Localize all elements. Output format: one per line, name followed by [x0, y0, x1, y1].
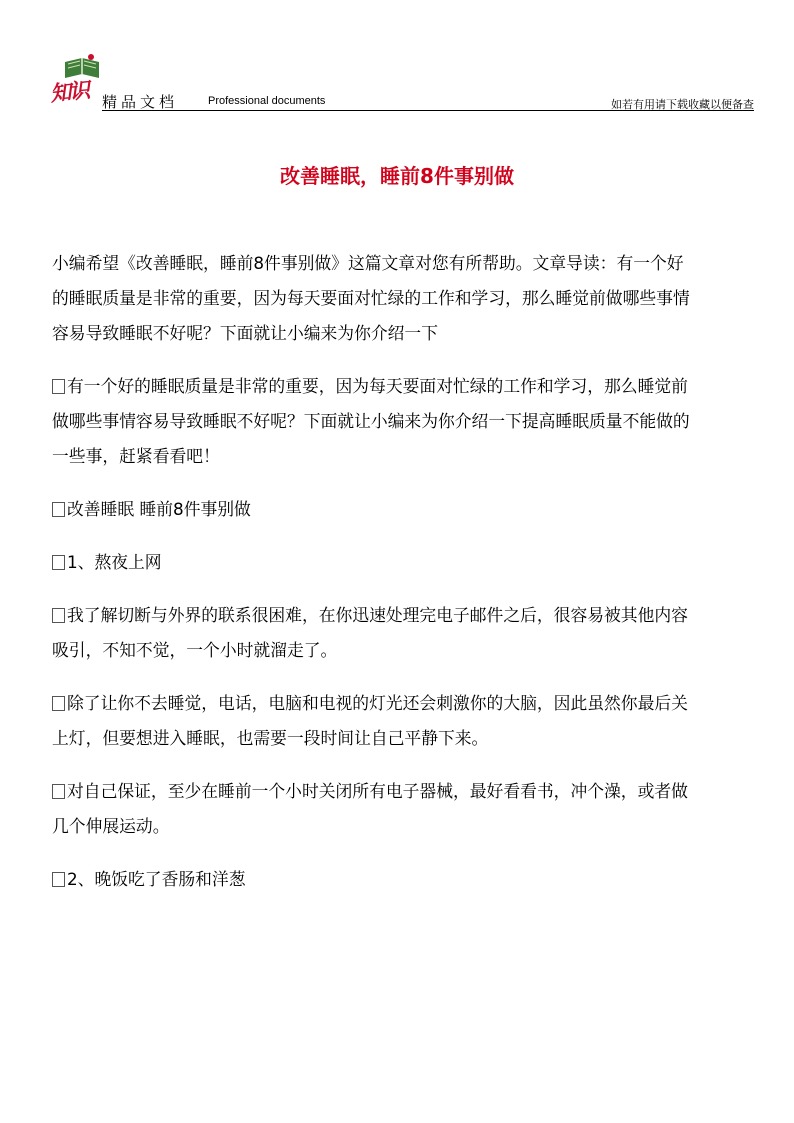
paragraph-line [52, 598, 767, 633]
page-header [50, 50, 754, 112]
paragraph-line [52, 281, 767, 316]
paragraph-gap [52, 351, 767, 369]
paragraph-gap [52, 756, 767, 774]
line-text: 2、晚饭吃了香肠和洋葱 [67, 869, 246, 889]
line-text: 一些事，赶紧看看吧！ [52, 446, 220, 466]
paragraph [52, 862, 767, 897]
logo-script: 知识 [48, 77, 90, 106]
paragraph [52, 246, 767, 351]
paragraph-gap [52, 668, 767, 686]
brand-title: 精品文档 [102, 93, 179, 111]
line-text: 除了让你不去睡觉，电话，电脑和电视的灯光还会刺激你的大脑，因此虽然你最后关 [67, 693, 688, 713]
line-text: 做哪些事情容易导致睡眠不好呢？下面就让小编来为你介绍一下提高睡眠质量不能做的 [52, 411, 690, 431]
paragraph-line [52, 369, 767, 404]
line-text: 吸引，不知不觉，一个小时就溜走了。 [52, 640, 338, 660]
line-text: 改善睡眠 睡前8件事别做 [67, 499, 251, 519]
line-text: 几个伸展运动。 [52, 816, 170, 836]
paragraph-line [52, 545, 767, 580]
paragraph-line [52, 246, 767, 281]
logo [48, 50, 106, 106]
line-text: 上灯，但要想进入睡眠，也需要一段时间让自己平静下来。 [52, 728, 489, 748]
paragraph-line [52, 809, 767, 844]
paragraph [52, 598, 767, 668]
paragraph-line [52, 862, 767, 897]
paragraph-line [52, 492, 767, 527]
document-title: 改善睡眠，睡前8件事别做 [280, 164, 514, 188]
paragraph-gap [52, 474, 767, 492]
paragraph-line [52, 439, 767, 474]
line-text: 对自己保证，至少在睡前一个小时关闭所有电子器械，最好看看书，冲个澡，或者做 [67, 781, 688, 801]
paragraph-line [52, 774, 767, 809]
bullet-box-icon [52, 502, 65, 517]
paragraph-gap [52, 527, 767, 545]
document-body [52, 246, 767, 897]
paragraph [52, 369, 767, 474]
paragraph-line [52, 721, 767, 756]
paragraph-gap [52, 580, 767, 598]
paragraph [52, 545, 767, 580]
bullet-box-icon [52, 608, 65, 623]
paragraph [52, 492, 767, 527]
bullet-box-icon [52, 784, 65, 799]
line-text: 小编希望《改善睡眠，睡前8件事别做》这篇文章对您有所帮助。文章导读：有一个好 [52, 253, 684, 273]
brand-subtitle: Professional documents [208, 95, 326, 107]
header-note: 如若有用请下载收藏以便备查 [611, 98, 754, 111]
line-text: 有一个好的睡眠质量是非常的重要，因为每天要面对忙绿的工作和学习，那么睡觉前 [67, 376, 688, 396]
line-text: 1、熬夜上网 [67, 552, 162, 572]
bullet-box-icon [52, 696, 65, 711]
bullet-box-icon [52, 379, 65, 394]
paragraph-gap [52, 844, 767, 862]
header-divider [102, 110, 754, 111]
line-text: 容易导致睡眠不好呢？下面就让小编来为你介绍一下 [52, 323, 438, 343]
line-text: 的睡眠质量是非常的重要，因为每天要面对忙绿的工作和学习，那么睡觉前做哪些事情 [52, 288, 690, 308]
line-text: 我了解切断与外界的联系很困难，在你迅速处理完电子邮件之后，很容易被其他内容 [67, 605, 688, 625]
paragraph-line [52, 633, 767, 668]
paragraph-line [52, 316, 767, 351]
bullet-box-icon [52, 872, 65, 887]
paragraph-line [52, 404, 767, 439]
paragraph-line [52, 686, 767, 721]
paragraph [52, 774, 767, 844]
bullet-box-icon [52, 555, 65, 570]
paragraph [52, 686, 767, 756]
